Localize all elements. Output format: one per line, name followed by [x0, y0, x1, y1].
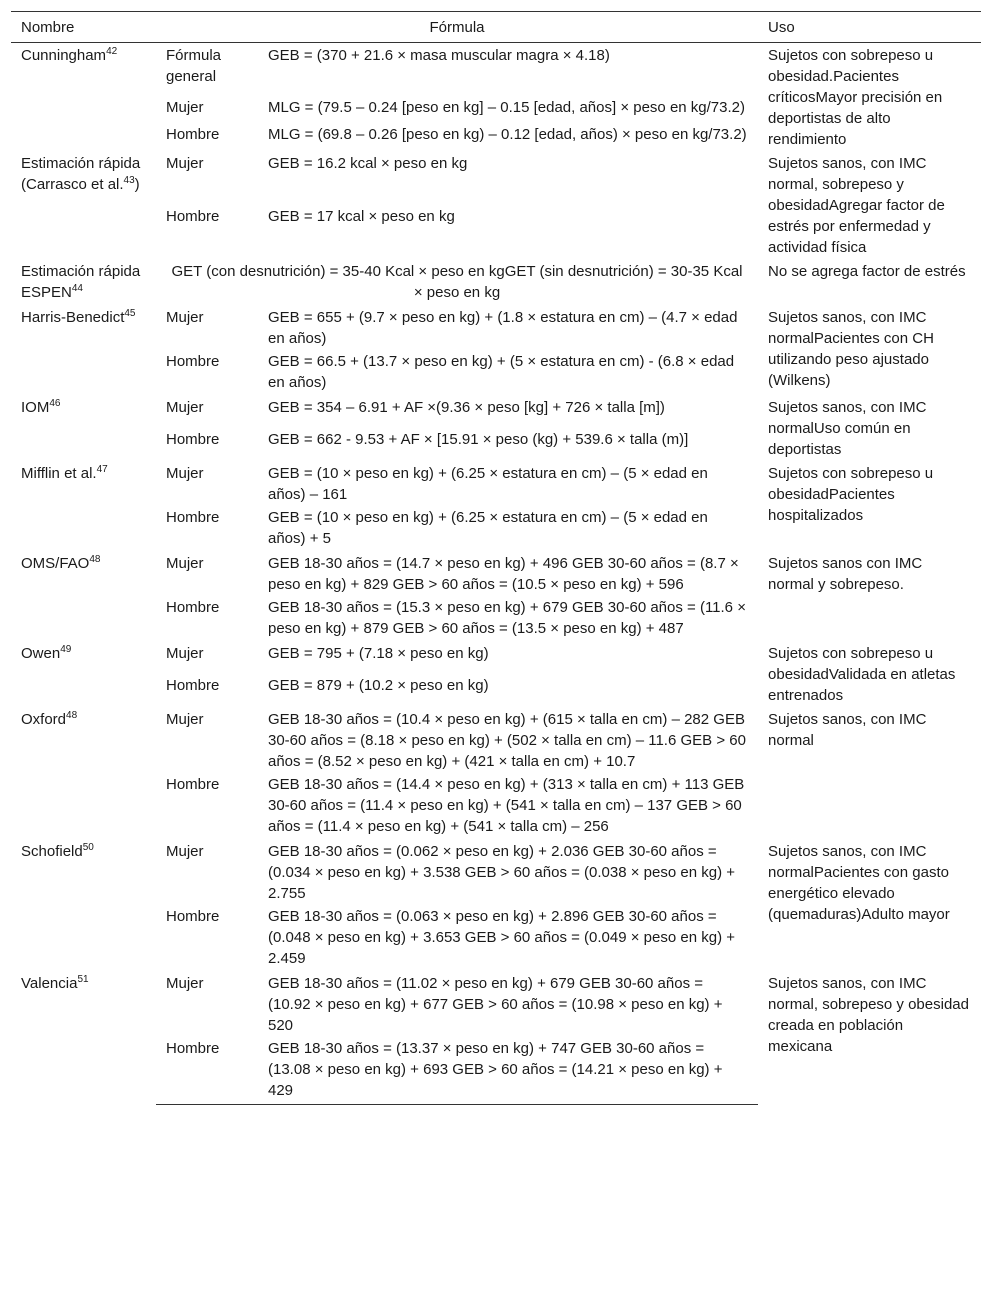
- formula-text: GEB = 16.2 kcal × peso en kg: [268, 155, 468, 172]
- equation-name-cell: [11, 259, 156, 305]
- use-description: Sujetos sanos con IMC normal y sobrepeso.: [768, 555, 923, 593]
- reference-number: 42: [106, 46, 118, 57]
- equations-table-container: [11, 11, 981, 1105]
- table-row: [11, 151, 981, 205]
- sex-label: Hombre: [166, 599, 220, 616]
- table-row: [11, 551, 981, 596]
- reference-number: 50: [82, 842, 94, 853]
- table-row: [11, 461, 981, 506]
- formula-text: GET (con desnutrición) = 35-40 Kcal × peso en kgGET (sin desnutrición) = 30-35 Kcal × peso en kg: [171, 263, 743, 301]
- formula-text: GEB = 354 – 6.91 + AF ×(9.36 × peso [kg] + 726 × talla [m]): [268, 399, 665, 416]
- use-description: Sujetos con sobrepeso u obesidadValidada en atletas entrenados: [768, 645, 956, 704]
- equation-name-cell: [11, 971, 156, 1105]
- table-header: [11, 12, 981, 43]
- sex-label: Mujer: [166, 711, 204, 728]
- formula-text: GEB 18-30 años = (13.37 × peso en kg) + 747 GEB 30-60 años = (13.08 × peso en kg) + 693 GEB > 60 años = (14.21 × peso en kg) + 429: [258, 1037, 758, 1105]
- formula-text: GEB = (10 × peso en kg) + (6.25 × estatura en cm) – (5 × edad en años) – 161: [268, 465, 708, 503]
- use-description: Sujetos sanos, con IMC normal: [768, 711, 927, 749]
- equation-name-cell: [11, 395, 156, 461]
- formula-text: GEB = 879 + (10.2 × peso en kg): [268, 677, 489, 694]
- equation-name-cell: [11, 151, 156, 259]
- equation-name: Owen: [21, 645, 61, 662]
- equation-name: Estimación rápida ESPEN: [21, 263, 141, 301]
- formula-text: GEB 18-30 años = (0.063 × peso en kg) + 2.896 GEB 30-60 años = (0.048 × peso en kg) + 3.653 GEB > 60 años = (0.049 × peso en kg) + 2.459: [268, 908, 735, 967]
- sex-label: Mujer: [166, 465, 204, 482]
- use-description: Sujetos sanos, con IMC normal, sobrepeso y obesidadAgregar factor de estrés por enfermedad y actividad física: [768, 155, 945, 256]
- equation-name-cell: [11, 839, 156, 971]
- table-row: [11, 259, 981, 305]
- use-description: Sujetos sanos, con IMC normalPacientes con gasto energético elevado (quemaduras)Adulto mayor: [768, 843, 950, 923]
- sex-label: Hombre: [166, 431, 220, 448]
- equation-name: Mifflin et al.: [21, 465, 97, 482]
- equation-name-cell: [11, 461, 156, 551]
- sex-label: Mujer: [166, 399, 204, 416]
- header-uso: Uso: [758, 12, 981, 43]
- equation-name: Schofield: [21, 843, 83, 860]
- table-row: [11, 305, 981, 350]
- use-description: Sujetos sanos, con IMC normal, sobrepeso y obesidad creada en población mexicana: [768, 975, 969, 1055]
- sex-label: Hombre: [166, 908, 220, 925]
- use-description: Sujetos sanos, con IMC normalUso común en deportistas: [768, 399, 927, 458]
- reference-number: 45: [124, 308, 136, 319]
- table-row: [11, 707, 981, 773]
- sex-label: Mujer: [166, 975, 204, 992]
- sex-label: Hombre: [166, 125, 220, 143]
- header-formula: Fórmula: [156, 12, 758, 43]
- reference-number: 43: [123, 175, 135, 186]
- equation-name-cell: [11, 305, 156, 395]
- reference-number: 46: [49, 398, 61, 409]
- equation-name-cell: [11, 641, 156, 707]
- formula-text: GEB 18-30 años = (15.3 × peso en kg) + 679 GEB 30-60 años = (11.6 × peso en kg) + 879 GEB > 60 años = (13.5 × peso en kg) + 487: [268, 599, 746, 637]
- formula-text: GEB = 655 + (9.7 × peso en kg) + (1.8 × estatura en cm) – (4.7 × edad en años): [268, 309, 738, 347]
- reference-number: 49: [60, 644, 72, 655]
- sex-label: Hombre: [156, 1037, 258, 1105]
- use-description: Sujetos con sobrepeso u obesidadPacientes hospitalizados: [768, 465, 934, 524]
- formula-text: GEB 18-30 años = (14.4 × peso en kg) + (313 × talla en cm) + 113 GEB 30-60 años = (11.4 × peso en kg) + (541 × talla en cm) – 137 GEB > 60 años = (11.4 × peso en kg) + (541 × talla cm) – 256: [268, 776, 745, 835]
- use-description: No se agrega factor de estrés: [768, 263, 966, 280]
- formula-text: GEB = (370 + 21.6 × masa muscular magra × 4.18): [268, 47, 610, 64]
- formula-text: GEB = 17 kcal × peso en kg: [268, 208, 455, 225]
- reference-number: 47: [96, 464, 108, 475]
- equation-name-cell: [11, 551, 156, 641]
- header-nombre: Nombre: [11, 12, 156, 43]
- sex-label: Hombre: [166, 776, 220, 793]
- sex-label: Mujer: [166, 645, 204, 662]
- sex-label: Mujer: [166, 843, 204, 860]
- table-row: [11, 43, 981, 96]
- equation-name-tail: ): [134, 176, 140, 193]
- equation-name: Cunningham: [21, 47, 107, 64]
- formula-text: GEB 18-30 años = (14.7 × peso en kg) + 496 GEB 30-60 años = (8.7 × peso en kg) + 829 GEB > 60 años = (10.5 × peso en kg) + 596: [268, 555, 739, 593]
- sex-label: Mujer: [166, 555, 204, 572]
- sex-label: Fórmula general: [166, 47, 222, 85]
- equation-name: OMS/FAO: [21, 555, 90, 572]
- sex-label: Hombre: [166, 208, 220, 225]
- equation-name: Harris-Benedict: [21, 309, 125, 326]
- formula-text: MLG = (69.8 – 0.26 [peso en kg) – 0.12 [edad, años) × peso en kg/73.2): [268, 125, 747, 143]
- equation-name: Oxford: [21, 711, 67, 728]
- formula-text: GEB 18-30 años = (11.02 × peso en kg) + 679 GEB 30-60 años = (10.92 × peso en kg) + 677 GEB > 60 años = (10.98 × peso en kg) + 520: [268, 975, 723, 1034]
- sex-label: Mujer: [166, 155, 204, 172]
- formula-text: GEB = 795 + (7.18 × peso en kg): [268, 645, 489, 662]
- sex-label: Hombre: [166, 509, 220, 526]
- reference-number: 48: [89, 554, 101, 565]
- table-row: [11, 971, 981, 1037]
- formula-text: GEB 18-30 años = (0.062 × peso en kg) + 2.036 GEB 30-60 años = (0.034 × peso en kg) + 3.538 GEB > 60 años = (0.038 × peso en kg) + 2.755: [268, 843, 735, 902]
- equation-name: Valencia: [21, 975, 78, 992]
- table-body: [11, 43, 981, 1105]
- equation-name: IOM: [21, 399, 50, 416]
- sex-label: Mujer: [166, 98, 204, 116]
- use-description: Sujetos con sobrepeso u obesidad.Pacientes críticosMayor precisión en deportistas de alto rendimiento: [768, 47, 943, 148]
- table-row: [11, 839, 981, 905]
- equation-name-cell: [11, 707, 156, 839]
- sex-label: Hombre: [166, 677, 220, 694]
- equation-name-cell: [11, 43, 156, 152]
- formula-text: GEB 18-30 años = (10.4 × peso en kg) + (615 × talla en cm) – 282 GEB 30-60 años = (8.18 × peso en kg) + (502 × talla en cm) – 11.6 GEB > 60 años = (8.52 × peso en kg) + (421 × talla en cm) + 10.7: [268, 711, 746, 770]
- table-row: [11, 641, 981, 674]
- equation-name: Estimación rápida (Carrasco et al.: [21, 155, 141, 193]
- sex-label: Mujer: [166, 309, 204, 326]
- formula-text: GEB = 662 - 9.53 + AF × [15.91 × peso (kg) + 539.6 × talla (m)]: [268, 431, 689, 448]
- reference-number: 48: [66, 710, 78, 721]
- formula-text: GEB = 66.5 + (13.7 × peso en kg) + (5 × estatura en cm) - (6.8 × edad en años): [268, 353, 735, 391]
- reference-number: 44: [71, 283, 83, 294]
- table-row: [11, 395, 981, 428]
- use-description: Sujetos sanos, con IMC normalPacientes con CH utilizando peso ajustado (Wilkens): [768, 309, 934, 389]
- reference-number: 51: [77, 974, 89, 985]
- energy-equations-table: [11, 11, 981, 1105]
- sex-label: Hombre: [166, 353, 220, 370]
- formula-text: GEB = (10 × peso en kg) + (6.25 × estatura en cm) – (5 × edad en años) + 5: [268, 509, 708, 547]
- formula-text: MLG = (79.5 – 0.24 [peso en kg] – 0.15 [edad, años] × peso en kg/73.2): [268, 98, 745, 116]
